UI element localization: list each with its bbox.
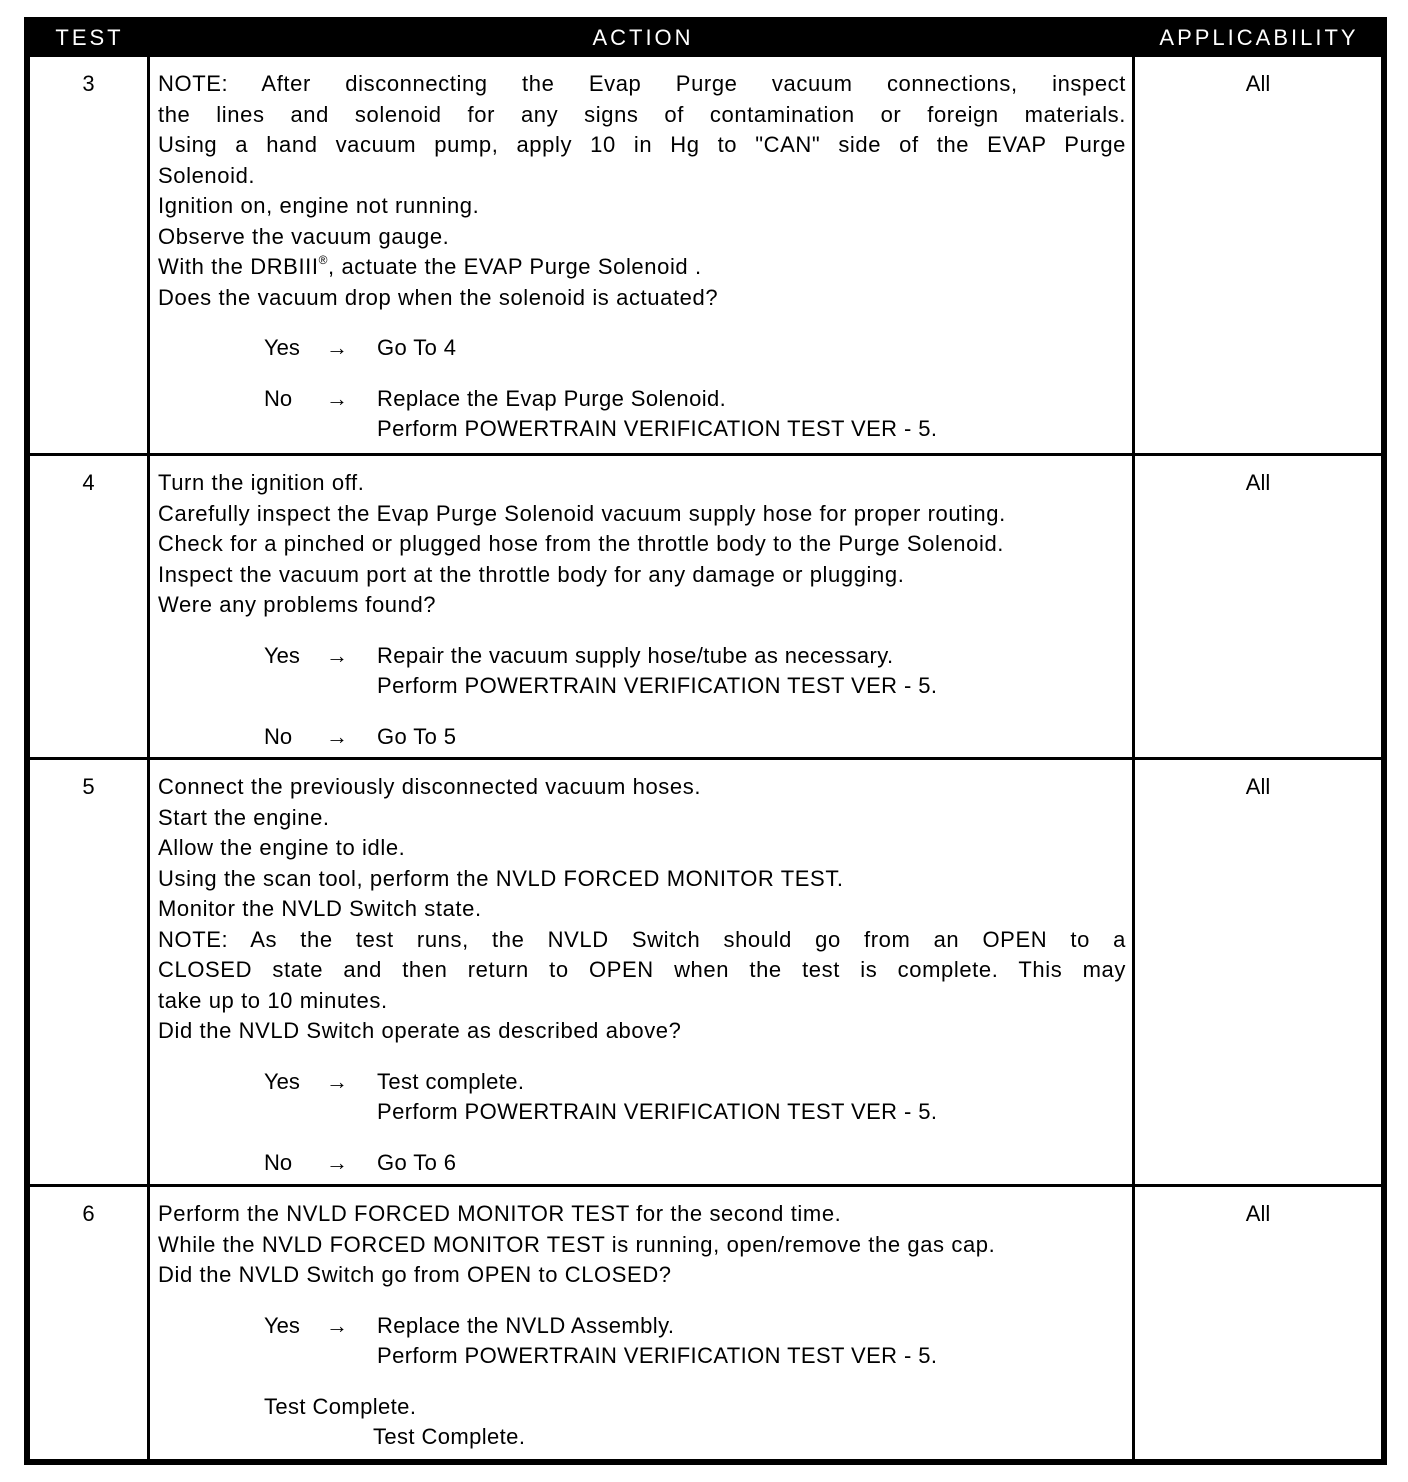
action-line: Observe the vacuum gauge. [158,223,450,249]
arrow-icon: → [326,723,348,749]
test-number: 4 [82,470,95,495]
yes-result: Test complete. [377,1068,525,1094]
no-result-continued: Perform POWERTRAIN VERIFICATION TEST VER - 5. [377,416,938,441]
yes-label: Yes [264,1312,300,1338]
yes-result: Go To 4 [377,335,457,360]
test-number: 5 [82,774,95,799]
action-line: Connect the previously disconnected vacuum hoses. [158,774,702,799]
no-outcome [158,722,1126,753]
test-number: 6 [82,1201,95,1226]
arrow-icon: → [326,1312,348,1338]
action-line: take up to 10 minutes. [158,987,388,1013]
action-line: Inspect the vacuum port at the throttle body for any damage or plugging. [158,561,905,587]
action-line: Were any problems found? [158,592,437,617]
applicability-value: All [1245,470,1271,495]
action-line: Check for a pinched or plugged hose from the throttle body to the Purge Solenoid. [158,531,1004,556]
yes-result-continued: Perform POWERTRAIN VERIFICATION TEST VER - 5. [377,1099,938,1124]
action-line: the lines and solenoid for any signs of contamination or foreign materials. [158,101,1126,127]
header-applicability: APPLICABILITY [1159,25,1359,50]
applicability-value: All [1245,71,1271,96]
yes-label: Yes [264,642,300,668]
arrow-icon: → [326,385,348,411]
arrow-icon: → [326,335,348,360]
applicability-value: All [1245,1201,1271,1226]
action-line: Using the scan tool, perform the NVLD FORCED MONITOR TEST. [158,865,844,891]
action-line: Allow the engine to idle. [158,835,406,860]
action-text [158,468,1126,752]
table-row-test-5 [30,760,1381,1184]
action-line: NOTE: After disconnecting the Evap Purge vacuum connections, inspect [158,71,1126,96]
action-line: Did the NVLD Switch operate as described above? [158,1018,682,1043]
action-line: CLOSED state and then return to OPEN when the test is complete. This may [158,957,1126,982]
no-outcome [158,1148,1126,1179]
action-line: Carefully inspect the Evap Purge Solenoid vacuum supply hose for proper routing. [158,500,1006,526]
table-row-test-3 [30,57,1381,453]
action-line [158,252,1126,283]
yes-result-continued: Perform POWERTRAIN VERIFICATION TEST VER - 5. [377,1343,938,1368]
arrow-icon: → [326,1149,348,1175]
action-line: Start the engine. [158,804,330,830]
diagnostic-test-table [24,17,1387,1465]
action-line: Does the vacuum drop when the solenoid is actuated? [158,284,719,310]
registered-mark: ® [318,253,329,267]
header-test: TEST [55,25,124,50]
table-row-test-6 [30,1187,1381,1465]
final-outcome-continued: Test Complete. [373,1424,526,1449]
action-line: Using a hand vacuum pump, apply 10 in Hg to "CAN" side of the EVAP Purge [158,132,1126,157]
header-action: ACTION [592,25,694,50]
arrow-icon: → [326,642,348,668]
yes-outcome [158,641,1126,672]
action-line-end: , actuate the EVAP Purge Solenoid . [328,254,702,279]
action-line: Did the NVLD Switch go from OPEN to CLOSED? [158,1262,672,1287]
test-number: 3 [82,71,95,96]
action-line-start: With the DRBIII [158,254,319,279]
action-line: Ignition on, engine not running. [158,193,480,218]
action-text [158,69,1126,445]
action-line: Solenoid. [158,162,256,188]
yes-result: Repair the vacuum supply hose/tube as necessary. [377,642,894,668]
action-line: NOTE: As the test runs, the NVLD Switch should go from an OPEN to a [158,926,1126,952]
final-outcome: Test Complete. [264,1393,417,1419]
action-line: While the NVLD FORCED MONITOR TEST is running, open/remove the gas cap. [158,1231,996,1257]
yes-result: Replace the NVLD Assembly. [377,1312,675,1338]
yes-result-continued: Perform POWERTRAIN VERIFICATION TEST VER - 5. [377,673,938,698]
no-result: Replace the Evap Purge Solenoid. [377,385,727,411]
action-line: Perform the NVLD FORCED MONITOR TEST for the second time. [158,1201,842,1226]
no-result: Go To 5 [377,723,457,749]
no-label: No [264,723,293,749]
no-result: Go To 6 [377,1149,457,1175]
yes-outcome [158,1067,1126,1098]
action-line: Turn the ignition off. [158,470,365,495]
table-row-test-4 [30,456,1381,757]
applicability-value: All [1245,774,1271,799]
no-label: No [264,385,293,411]
table-header [30,17,1381,57]
action-line: Monitor the NVLD Switch state. [158,896,482,921]
yes-label: Yes [264,335,300,360]
yes-outcome [158,333,1126,364]
arrow-icon: → [326,1068,348,1094]
yes-outcome [158,1311,1126,1342]
no-outcome [158,384,1126,415]
action-text [158,772,1126,1178]
yes-label: Yes [264,1068,300,1094]
no-label: No [264,1149,293,1175]
action-text [158,1199,1126,1453]
